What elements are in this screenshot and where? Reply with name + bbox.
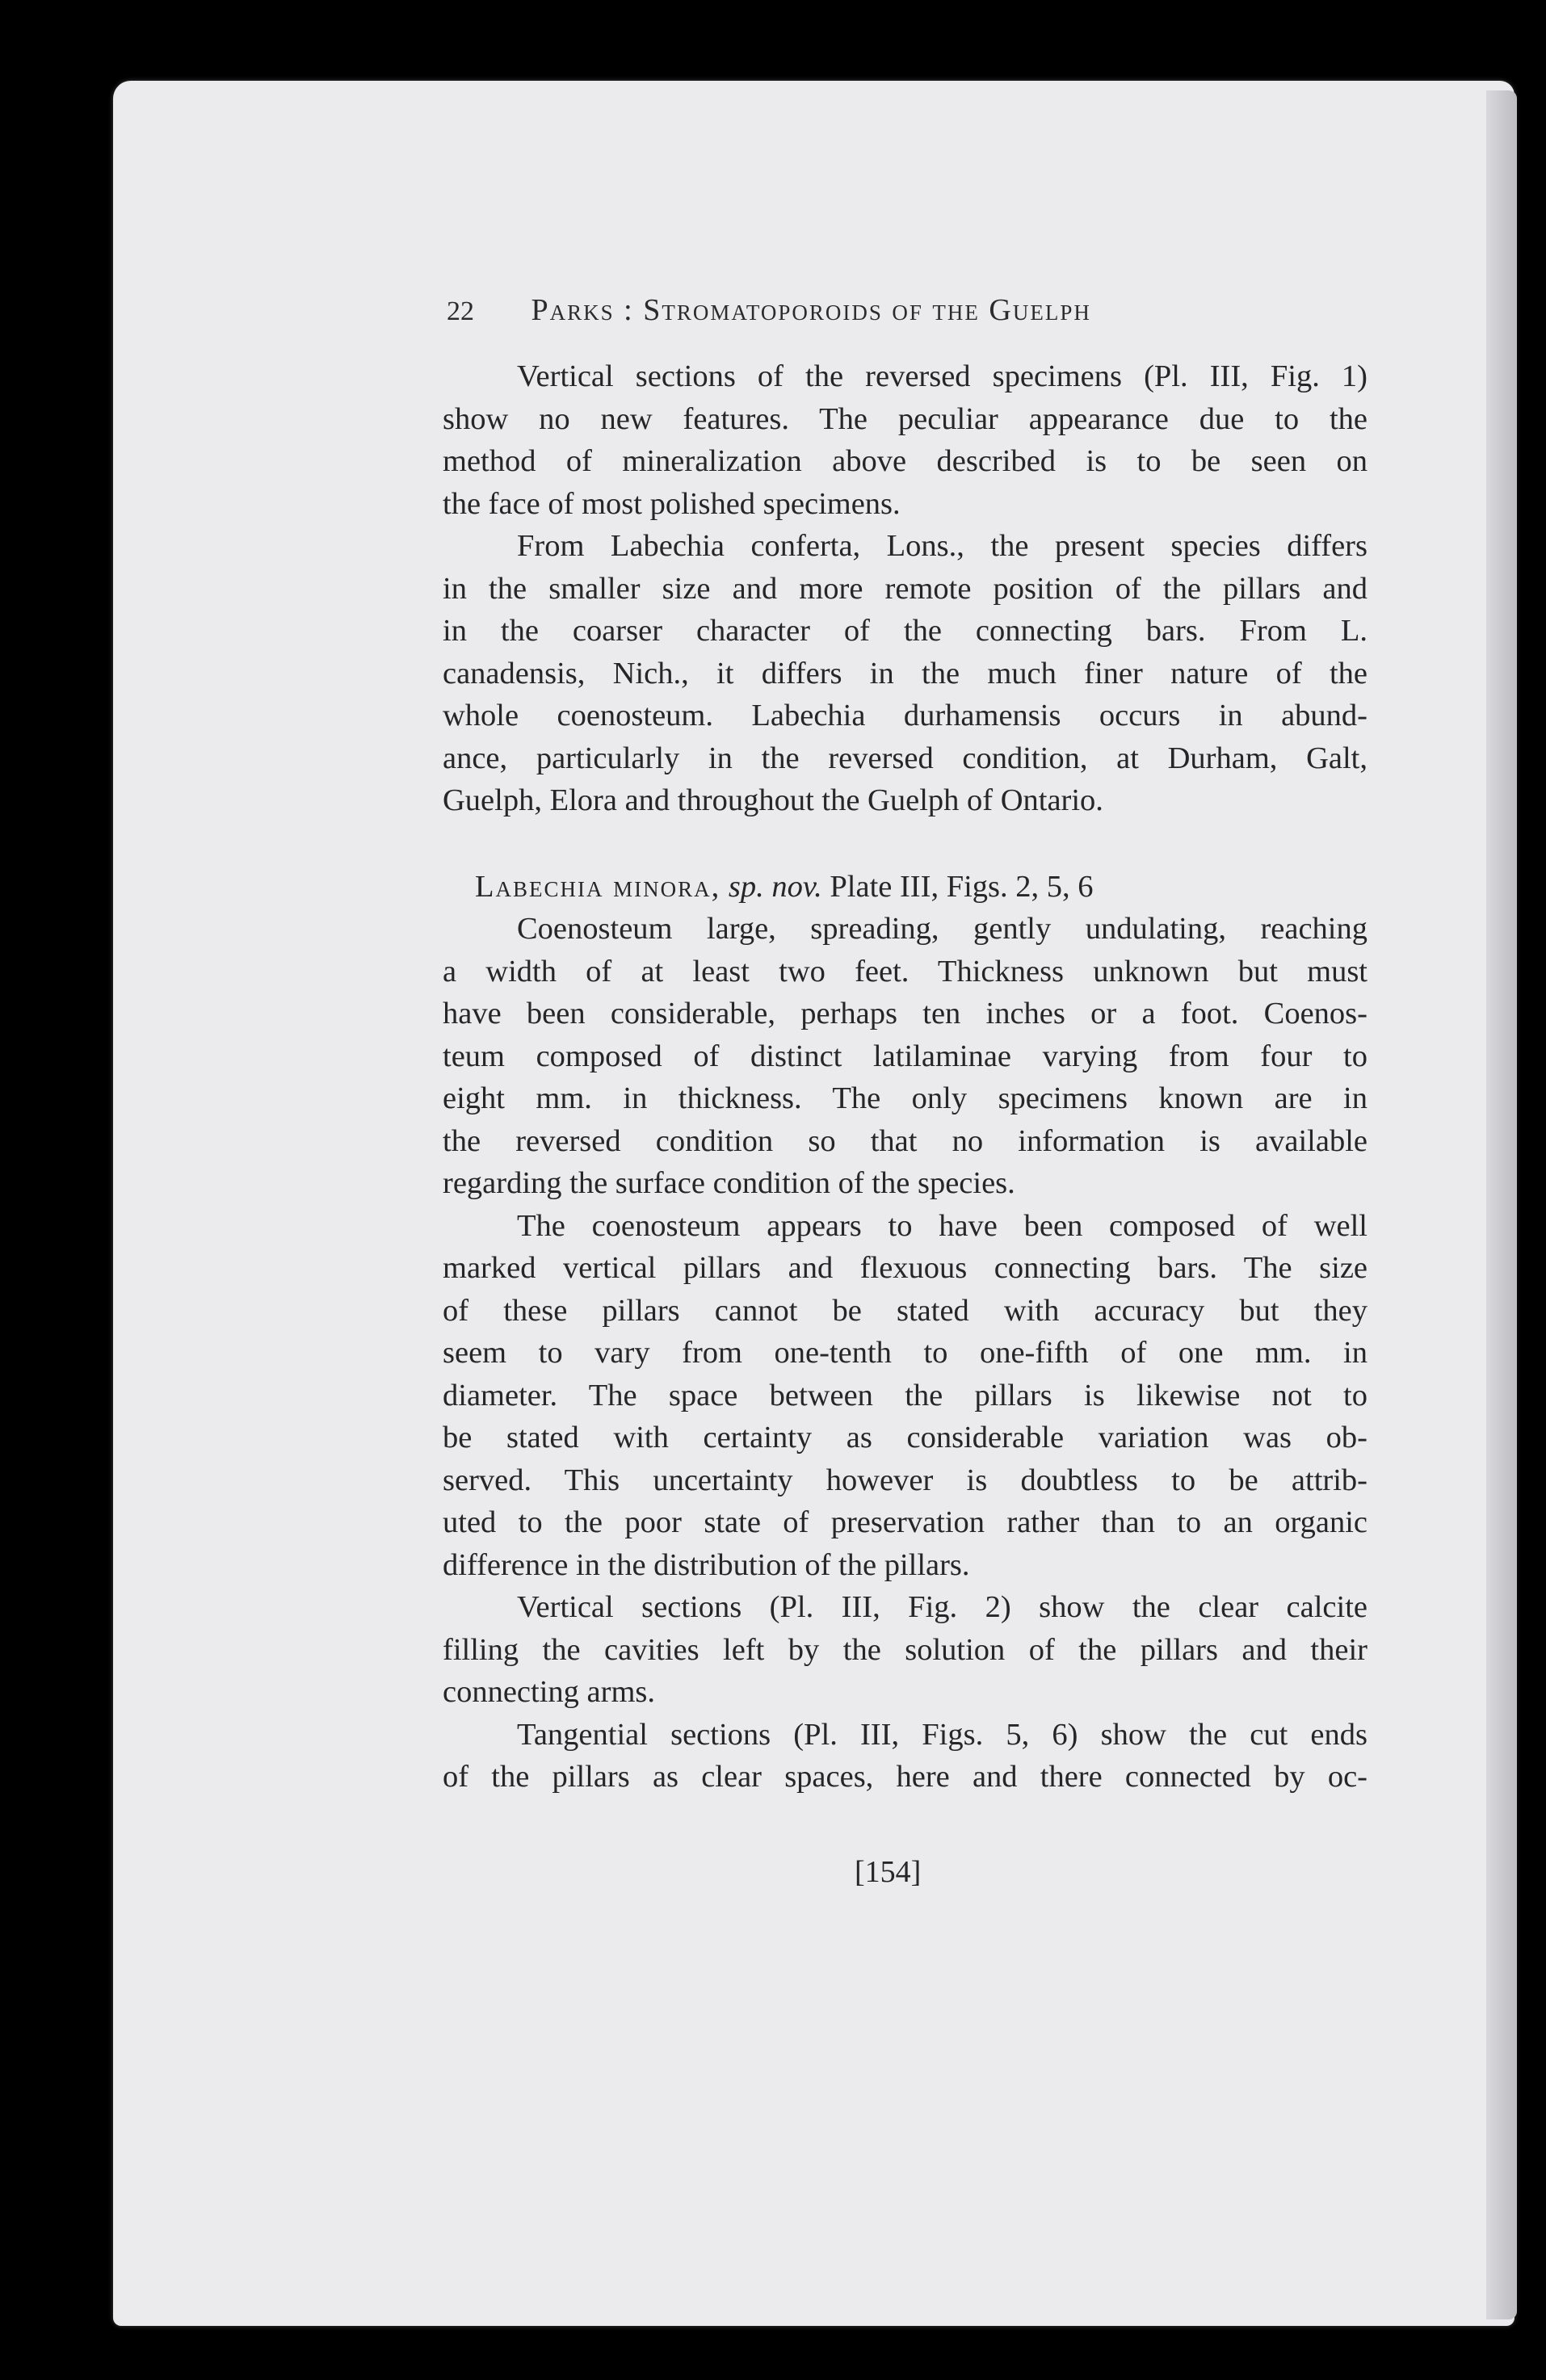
text-line: canadensis, Nich., it differs in the much finer nature of the xyxy=(443,656,1367,690)
species-heading xyxy=(443,866,1367,909)
text-line: served. This uncertainty however is doubtless to be attrib- xyxy=(443,1463,1367,1497)
plate-reference: Plate III, Figs. 2, 5, 6 xyxy=(830,869,1094,904)
text-line: eight mm. in thickness. The only specimens known are in xyxy=(443,1081,1367,1115)
text-line: Coenosteum large, spreading, gently undulating, reaching xyxy=(517,912,1367,946)
text-line: uted to the poor state of preservation rather than to an organic xyxy=(443,1505,1367,1539)
text-line: From Labechia conferta, Lons., the present species differs xyxy=(517,529,1367,563)
text-line: ance, particularly in the reversed condition, at Durham, Galt, xyxy=(443,741,1367,775)
running-head-title: Parks : Stromatoporoids of the Guelph xyxy=(531,293,1091,327)
paragraph-vertical-sections xyxy=(443,355,1367,525)
running-head xyxy=(447,292,1367,341)
text-line: difference in the distribution of the pillars. xyxy=(443,1547,970,1582)
text-line: a width of at least two feet. Thickness unknown but must xyxy=(443,954,1367,989)
paragraph-tangential-sections xyxy=(443,1714,1367,1799)
text-line: teum composed of distinct latilaminae varying from four to xyxy=(443,1039,1367,1073)
paragraph-coenosteum-description xyxy=(443,908,1367,1205)
paragraph-vertical-sections-calcite xyxy=(443,1586,1367,1714)
paragraph-pillars xyxy=(443,1205,1367,1587)
text-line: Vertical sections (Pl. III, Fig. 2) show the clear calcite xyxy=(517,1590,1367,1624)
page-edge-shadow xyxy=(1486,90,1517,2319)
paragraph-comparison xyxy=(443,525,1367,822)
text-line: in the smaller size and more remote position of the pillars and xyxy=(443,571,1367,606)
text-line: connecting arms. xyxy=(443,1675,655,1709)
text-line: Guelph, Elora and throughout the Guelph of Ontario. xyxy=(443,783,1103,817)
text-line: method of mineralization above described is to be seen on xyxy=(443,444,1367,478)
species-qualifier: sp. nov. xyxy=(728,869,822,904)
text-line: the reversed condition so that no information is available xyxy=(443,1123,1367,1158)
text-line: have been considerable, perhaps ten inches or a foot. Coenos- xyxy=(443,997,1367,1030)
text-line: marked vertical pillars and flexuous connecting bars. The size xyxy=(443,1251,1367,1285)
text-line: regarding the surface condition of the species. xyxy=(443,1166,1015,1200)
text-line: the face of most polished specimens. xyxy=(443,486,901,521)
body-text xyxy=(443,355,1367,1799)
text-line: seem to vary from one-tenth to one-fifth of one mm. in xyxy=(443,1336,1367,1370)
text-line: Vertical sections of the reversed specimens (Pl. III, Fig. 1) xyxy=(517,359,1367,393)
text-line: diameter. The space between the pillars is likewise not to xyxy=(443,1378,1367,1412)
text-line: The coenosteum appears to have been composed of well xyxy=(517,1208,1367,1243)
species-name: Labechia minora, xyxy=(475,869,721,904)
text-line: be stated with certainty as considerable variation was ob- xyxy=(443,1421,1367,1454)
folio-number: 22 xyxy=(447,296,474,326)
page-number: [154] xyxy=(855,1855,922,1889)
text-line: show no new features. The peculiar appearance due to the xyxy=(443,401,1367,436)
text-line: whole coenosteum. Labechia durhamensis occurs in abund- xyxy=(443,699,1367,732)
text-line: in the coarser character of the connecting bars. From L. xyxy=(443,614,1367,648)
text-line: of the pillars as clear spaces, here and there connected by oc- xyxy=(443,1760,1367,1794)
text-line: of these pillars cannot be stated with accuracy but they xyxy=(443,1293,1367,1328)
text-line: filling the cavities left by the solution of the pillars and their xyxy=(443,1632,1367,1667)
text-line: Tangential sections (Pl. III, Figs. 5, 6) show the cut ends xyxy=(517,1717,1367,1752)
